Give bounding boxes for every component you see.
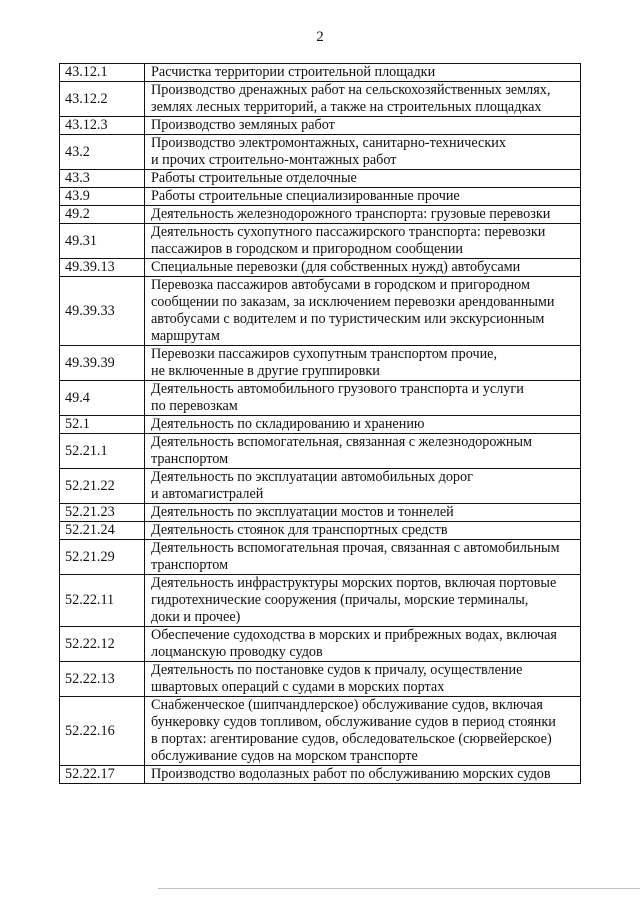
table-row [60, 416, 581, 434]
description-line: Деятельность железнодорожного транспорта: грузовые перевозки [151, 206, 551, 222]
activity-description [145, 82, 581, 117]
description-line: маршрутам [151, 328, 220, 344]
description-line: Деятельность вспомогательная, связанная с железнодорожным [151, 434, 533, 450]
description-line: и автомагистралей [151, 486, 264, 502]
activity-code: 49.2 [60, 206, 145, 224]
activity-code: 52.22.11 [60, 575, 145, 627]
table-row [60, 381, 581, 416]
description-line: гидротехнические сооружения (причалы, морские терминалы, [151, 592, 529, 608]
activity-code: 52.22.17 [60, 766, 145, 784]
description-line: Деятельность автомобильного грузового транспорта и услуги [151, 381, 524, 397]
table-body [60, 64, 581, 784]
table-row [60, 434, 581, 469]
table-row [60, 259, 581, 277]
activity-code: 43.12.2 [60, 82, 145, 117]
table-row [60, 188, 581, 206]
activity-description [145, 434, 581, 469]
activity-code: 49.39.33 [60, 277, 145, 346]
table-row [60, 170, 581, 188]
activity-code: 49.39.39 [60, 346, 145, 381]
activity-code: 49.31 [60, 224, 145, 259]
description-line: Деятельность вспомогательная прочая, связанная с автомобильным [151, 540, 560, 556]
description-line: обслуживание судов на морском транспорте [151, 748, 418, 764]
activity-description [145, 170, 581, 188]
activity-description [145, 540, 581, 575]
activity-description [145, 224, 581, 259]
description-line: Производство водолазных работ по обслуживанию морских судов [151, 766, 551, 782]
description-line: по перевозкам [151, 398, 238, 414]
description-line: Деятельность по эксплуатации автомобильных дорог [151, 469, 473, 485]
activity-code: 49.4 [60, 381, 145, 416]
activity-description [145, 627, 581, 662]
table-row [60, 697, 581, 766]
description-line: транспортом [151, 557, 229, 573]
description-line: Деятельность по эксплуатации мостов и тоннелей [151, 504, 454, 520]
table-row [60, 64, 581, 82]
description-line: Производство земляных работ [151, 117, 335, 133]
description-line: сообщении по заказам, за исключением перевозки арендованными [151, 294, 555, 310]
description-line: Снабженческое (шипчандлерское) обслуживание судов, включая [151, 697, 543, 713]
table-row [60, 277, 581, 346]
table-row [60, 662, 581, 697]
activity-description [145, 504, 581, 522]
description-line: Перевозка пассажиров автобусами в городском и пригородном [151, 277, 530, 293]
activity-code: 43.12.3 [60, 117, 145, 135]
activity-description [145, 346, 581, 381]
description-line: Деятельность по складированию и хранению [151, 416, 425, 432]
description-line: Деятельность сухопутного пассажирского транспорта: перевозки [151, 224, 546, 240]
description-line: в портах: агентирование судов, обследовательское (сюрвейерское) [151, 731, 552, 747]
table-row [60, 627, 581, 662]
activity-description [145, 135, 581, 170]
table-row [60, 224, 581, 259]
description-line: пассажиров в городском и пригородном сообщении [151, 241, 464, 257]
description-line: бункеровку судов топливом, обслуживание судов в период стоянки [151, 714, 556, 730]
table-row [60, 82, 581, 117]
activity-code: 52.21.23 [60, 504, 145, 522]
activity-description [145, 277, 581, 346]
activity-description [145, 64, 581, 82]
activity-code: 52.22.16 [60, 697, 145, 766]
activity-code: 52.22.12 [60, 627, 145, 662]
description-line: Производство дренажных работ на сельскохозяйственных землях, [151, 82, 551, 98]
activity-description [145, 522, 581, 540]
description-line: Обеспечение судоходства в морских и прибрежных водах, включая [151, 627, 557, 643]
scan-edge-artifact [158, 888, 640, 895]
description-line: Специальные перевозки (для собственных нужд) автобусами [151, 259, 521, 275]
description-line: Работы строительные специализированные прочие [151, 188, 460, 204]
activity-description [145, 469, 581, 504]
activity-code: 43.2 [60, 135, 145, 170]
description-line: доки и прочее) [151, 609, 241, 625]
table-row [60, 522, 581, 540]
activity-description [145, 766, 581, 784]
description-line: лоцманскую проводку судов [151, 644, 323, 660]
activity-code: 52.22.13 [60, 662, 145, 697]
table-row [60, 469, 581, 504]
description-line: транспортом [151, 451, 229, 467]
description-line: автобусами с водителем и по туристическим или экскурсионным [151, 311, 545, 327]
activity-description [145, 259, 581, 277]
description-line: Деятельность инфраструктуры морских портов, включая портовые [151, 575, 557, 591]
activity-code: 52.21.24 [60, 522, 145, 540]
description-line: Производство электромонтажных, санитарно-технических [151, 135, 506, 151]
activity-description [145, 206, 581, 224]
activity-description [145, 188, 581, 206]
description-line: Деятельность стоянок для транспортных средств [151, 522, 448, 538]
table-row [60, 575, 581, 627]
table-row [60, 504, 581, 522]
activity-description [145, 662, 581, 697]
description-line: не включенные в другие группировки [151, 363, 380, 379]
table-row [60, 540, 581, 575]
activity-description [145, 381, 581, 416]
activity-code: 43.12.1 [60, 64, 145, 82]
activity-code: 43.9 [60, 188, 145, 206]
description-line: швартовых операций с судами в морских портах [151, 679, 445, 695]
table-row [60, 117, 581, 135]
description-line: Расчистка территории строительной площадки [151, 64, 436, 80]
description-line: и прочих строительно-монтажных работ [151, 152, 397, 168]
description-line: Перевозки пассажиров сухопутным транспортом прочие, [151, 346, 498, 362]
table-row [60, 766, 581, 784]
activity-code: 52.21.29 [60, 540, 145, 575]
activity-code: 49.39.13 [60, 259, 145, 277]
activity-description [145, 575, 581, 627]
activity-code: 52.21.1 [60, 434, 145, 469]
table-row [60, 346, 581, 381]
activity-description [145, 697, 581, 766]
table-row [60, 135, 581, 170]
activity-description [145, 117, 581, 135]
description-line: Работы строительные отделочные [151, 170, 357, 186]
activity-codes-table [59, 63, 581, 784]
activity-code: 43.3 [60, 170, 145, 188]
description-line: землях лесных территорий, а также на строительных площадках [151, 99, 542, 115]
table-row [60, 206, 581, 224]
description-line: Деятельность по постановке судов к причалу, осуществление [151, 662, 523, 678]
activity-code: 52.21.22 [60, 469, 145, 504]
activity-description [145, 416, 581, 434]
page-number: 2 [316, 29, 324, 45]
activity-code: 52.1 [60, 416, 145, 434]
